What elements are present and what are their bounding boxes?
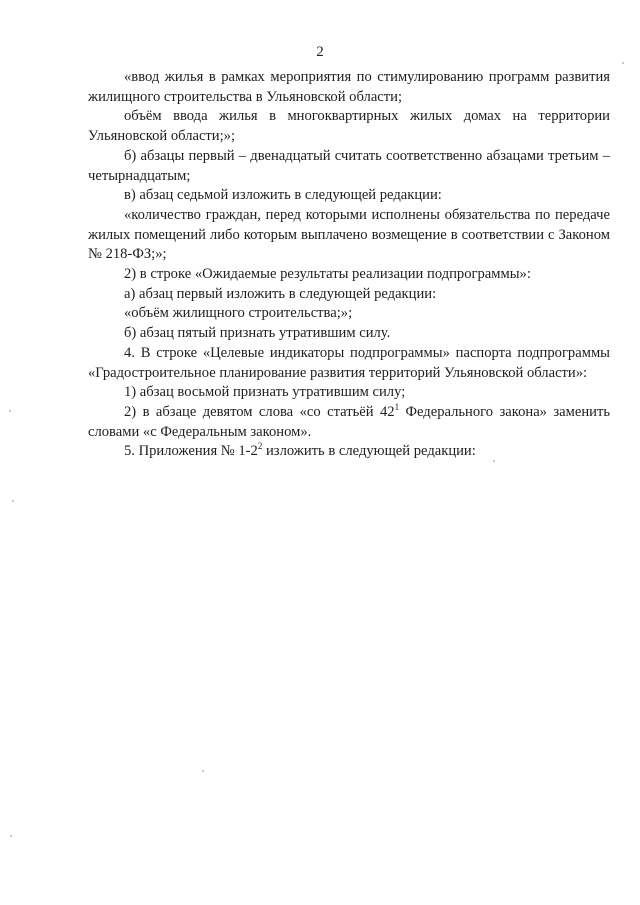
- paragraph: [88, 442, 610, 462]
- scan-speck: [9, 410, 11, 412]
- paragraph: 1) абзац восьмой признать утратившим силу;: [124, 384, 406, 401]
- paragraph: «ввод жилья в рамках мероприятия по стимулированию программ развития жилищного строительства в Ульяновской области;: [88, 69, 610, 105]
- paragraph: 4. В строке «Целевые индикаторы подпрограммы» паспорта подпрограммы «Градостроительное планирование развития территорий Ульяновской области»:: [88, 344, 610, 381]
- paragraph: «количество граждан, перед которыми исполнены обязательства по передаче жилых помещений либо которым выплачено возмещение в соответствии с Законом № 218-ФЗ;»;: [88, 206, 610, 263]
- paragraph: б) абзац пятый признать утратившим силу.: [124, 325, 391, 342]
- superscript: 1: [394, 402, 400, 413]
- paragraph-text: Федерального закона» заменить словами «с Федеральным законом».: [88, 403, 611, 440]
- paragraph: 2) в строке «Ожидаемые результаты реализации подпрограммы»:: [124, 266, 531, 283]
- paragraph: б) абзацы первый – двенадцатый считать соответственно абзацами третьим – четырнадцатым;: [88, 147, 610, 184]
- scan-speck: [12, 500, 14, 502]
- page-number: 2: [316, 44, 324, 60]
- paragraph: «объём жилищного строительства;»;: [124, 305, 353, 322]
- paragraph-text: 2) в абзаце девятом слова «со статьёй 42: [124, 403, 395, 420]
- paragraph-text: изложить в следующей редакции:: [262, 443, 476, 460]
- paragraph: в) абзац седьмой изложить в следующей редакции:: [124, 187, 442, 204]
- paragraph-text: 5. Приложения № 1-2: [124, 443, 258, 460]
- scan-speck: [202, 770, 204, 772]
- paragraph: объём ввода жилья в многоквартирных жилых домах на территории Ульяновской области;»;: [88, 108, 610, 145]
- paragraph: [88, 403, 610, 442]
- document-body: [88, 68, 610, 462]
- scan-speck: [10, 835, 12, 837]
- paragraph: а) абзац первый изложить в следующей редакции:: [124, 285, 437, 302]
- scan-speck: [622, 62, 624, 64]
- scan-speck: [493, 460, 495, 462]
- superscript: 2: [257, 441, 263, 452]
